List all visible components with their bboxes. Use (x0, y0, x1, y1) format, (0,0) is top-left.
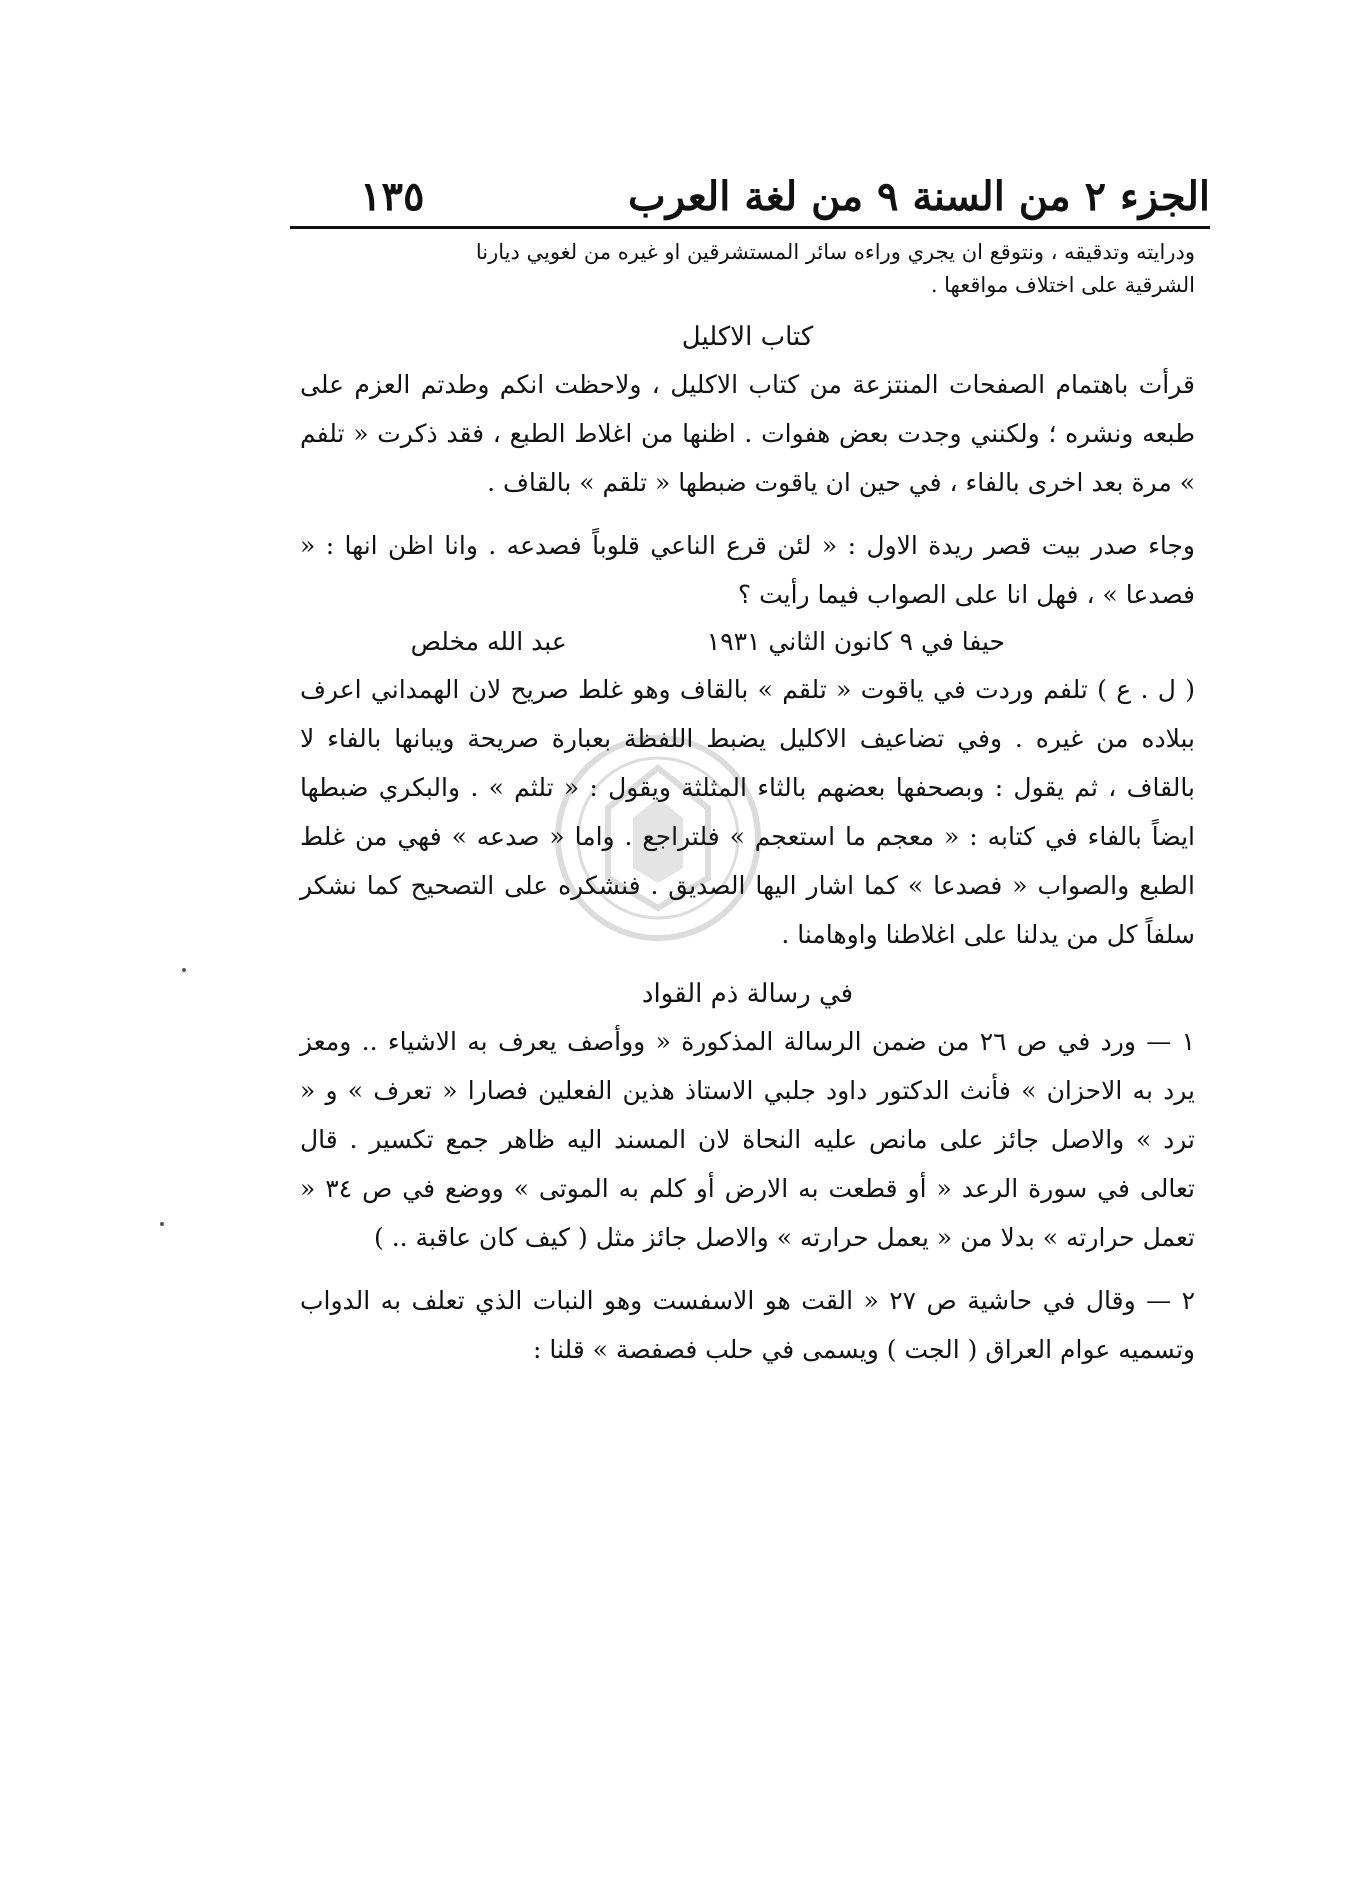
page-number: ١٣٥ (360, 173, 425, 220)
scan-speck (182, 968, 186, 972)
running-header (290, 150, 1210, 220)
intro-line: الشرقية على اختلاف مواقعها . (930, 273, 1195, 297)
header-rule (290, 226, 1210, 229)
letter-paragraph: وجاء صدر بيت قصر ريدة الاول : « لئن قرع الناعي قلوباً فصدعه . وانا اظن انها : « فصدعا » ، فهل انا على الصواب فيما رأيت ؟ (300, 531, 1195, 609)
letter-paragraph: قرأت باهتمام الصفحات المنتزعة من كتاب الاكليل ، ولاحظت انكم وطدتم العزم على طبعه ونشره ؛ ولكنني وجدت بعض هفوات . اظنها من اغلاط الطبع ، فقد ذكرت « تلفم » مرة بعد اخرى بالفاء ، في حين ان ياقوت ضبطها « تلقم » بالقاف . (300, 370, 1195, 497)
letter-signature (300, 619, 1195, 665)
page-body (300, 236, 1195, 1374)
intro-line: ودرايته وتدقيقه ، ونتوقع ان يجري وراءه سائر المستشرقين او غيره من لغويي ديارنا (475, 240, 1195, 264)
section-heading: في رسالة ذم القواد (641, 979, 854, 1009)
numbered-note: ٢ — وقال في حاشية ص ٢٧ « القت هو الاسفست وهو النبات الذي تعلف به الدواب وتسميه عوام العراق ( الجت ) ويسمى في حلب فصفصة » قلنا : (300, 1286, 1195, 1364)
signature-place-date: حيفا في ٩ كانون الثاني ١٩٣١ (706, 627, 1005, 656)
section-heading: كتاب الاكليل (681, 322, 814, 352)
intro-continuation (300, 236, 1195, 302)
signature-author: عبد الله مخلص (410, 627, 567, 656)
numbered-note: ١ — ورد في ص ٢٦ من ضمن الرسالة المذكورة « ووأصف يعرف به الاشياء .. ومعز يرد به الاحزان » فأنث الدكتور داود جلبي الاستاذ هذين الفعلين فصارا « تعرف » و « ترد » والاصل جائز على مانص عليه النحاة لان المسند اليه ظاهر جمع تكسير . قال تعالى في سورة الرعد « أو قطعت به الارض أو كلم به الموتى » ووضع في ص ٣٤ « تعمل حرارته » بدلا من « يعمل حرارته » والاصل جائز مثل ( كيف كان عاقبة .. ) (300, 1027, 1195, 1252)
journal-title: الجزء ٢ من السنة ٩ من لغة العرب (628, 173, 1210, 220)
editor-reply: ( ل . ع ) تلفم وردت في ياقوت « تلقم » بالقاف وهو غلط صريح لان الهمداني اعرف ببلاده من غيره . وفي تضاعيف الاكليل يضبط اللفظة بعبارة صريحة ويبانها بالفاء لا بالقاف ، ثم يقول : وبصحفها بعضهم بالثاء المثلثة ويقول : « تلثم » . والبكري ضبطها ايضاً بالفاء في كتابه : « معجم ما استعجم » فلتراجع . واما « صدعه » فهي من غلط الطبع والصواب « فصدعا » كما اشار اليها الصديق . فنشكره على التصحيح كما نشكر سلفاً كل من يدلنا على اغلاطنا واوهامنا . (300, 675, 1195, 949)
scan-speck (160, 1222, 164, 1226)
